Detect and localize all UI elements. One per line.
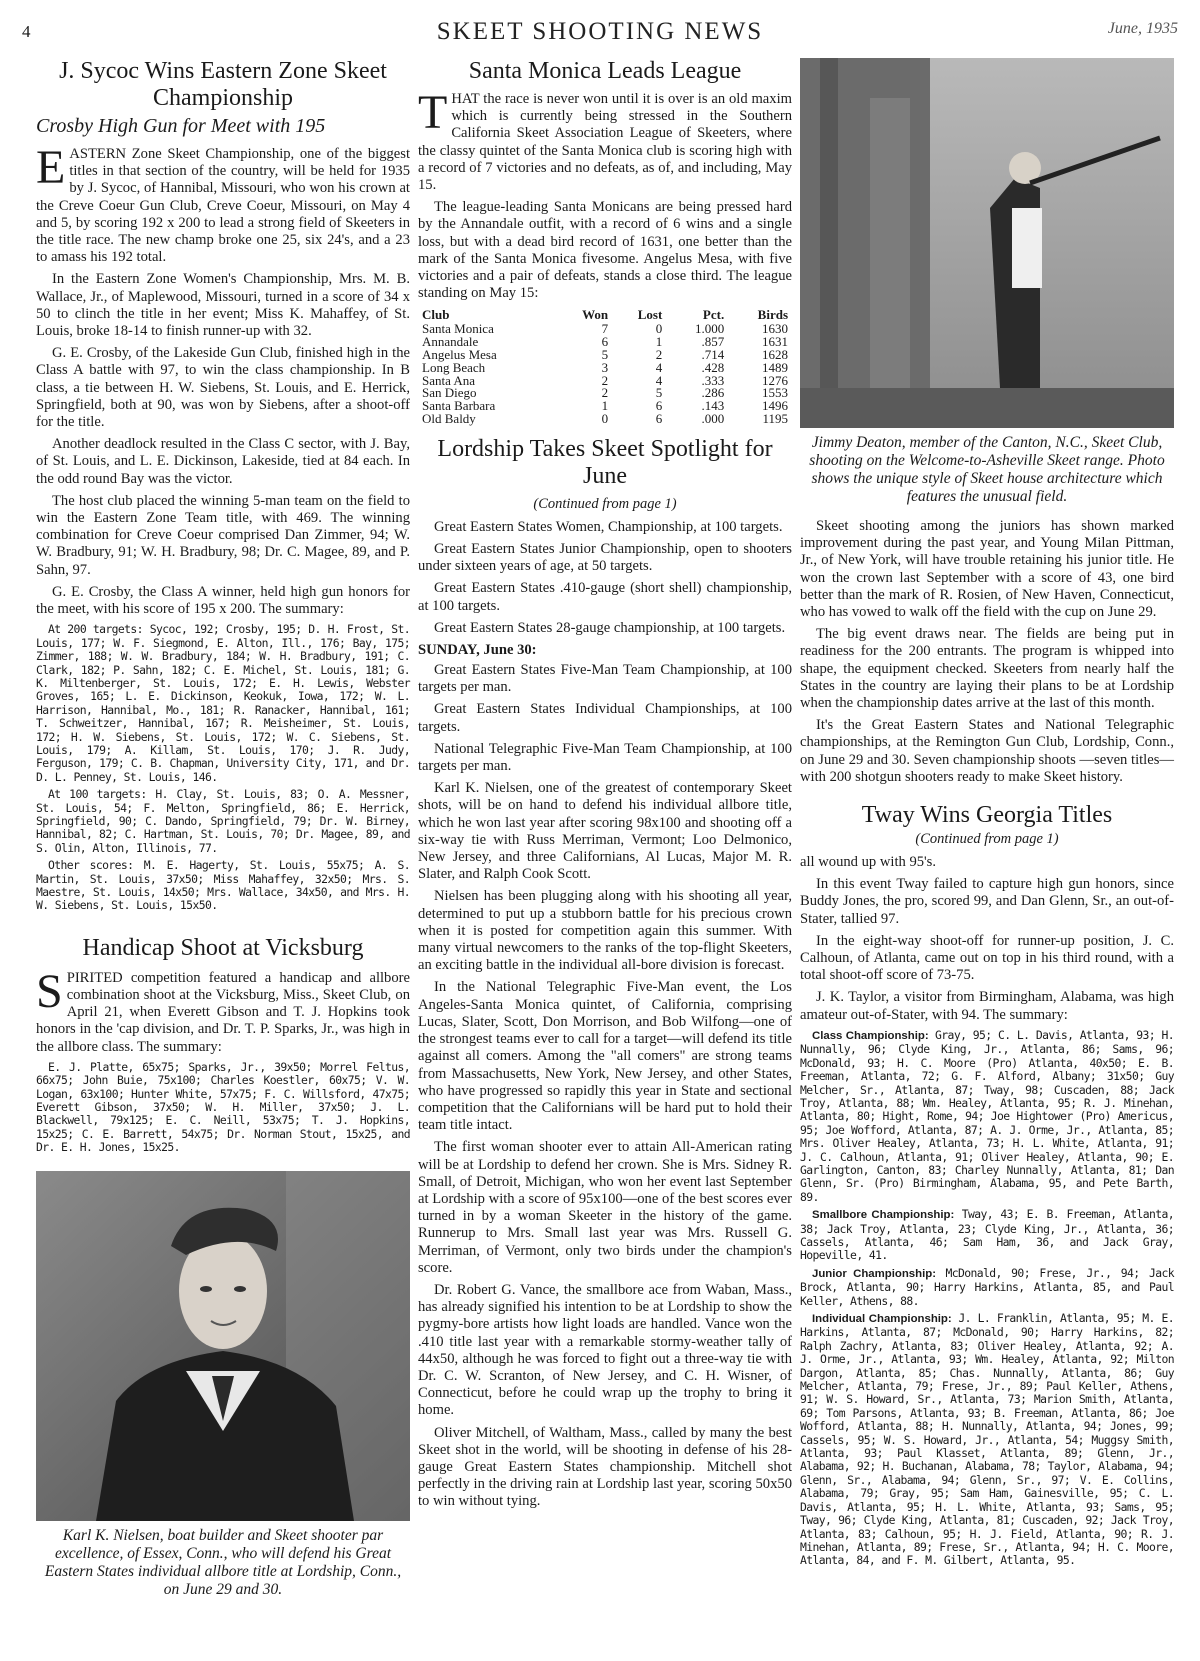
headline: Santa Monica Leads League <box>468 58 742 84</box>
paragraph: Skeet shooting among the juniors has shown marked improvement during the past year, and Young Milan Pittman, Jr., of New York, will have trouble retaining his junior title. He won the crown last September with a score of 43, one bird better than the mark of R. Rosien, of New Haven, Connecticut, who has vowed to walk off the field with the cup on June 29. <box>800 518 1174 621</box>
drop-cap: S <box>36 964 63 1018</box>
table-cell: Old Baldy <box>422 411 476 427</box>
table-cell: 6 <box>601 334 609 350</box>
publication-title: SKEET SHOOTING NEWS <box>436 18 764 45</box>
paragraph: G. E. Crosby, the Class A winner, held high gun honors for the meet, with his score of 195 x 200. The summary: <box>36 583 410 618</box>
paragraph: EASTERN Zone Skeet Championship, one of the biggest titles in that section of the country, will be held for 1935 by J. Sycoc, of Hannibal, Missouri, who won his crown at the Creve Coeur Gun Club, Creve Coeur, Missouri, on May 4 and 5, by scoring 192 x 200 to lead a strong field of Skeeters in the title race. The new champ broke one 25, six 24's, and a 23 to amass his 192 total. <box>36 141 410 266</box>
deck: Crosby High Gun for Meet with 195 <box>36 115 326 137</box>
paragraph: Another deadlock resulted in the Class C sector, with J. Bay, of St. Louis, and L. E. Dickinson, Lakeside, tied at 84 each. In the odd round Bay was the victor. <box>36 436 410 487</box>
paragraph: The league-leading Santa Monicans are being pressed hard by the Annandale outfit, with a record of 6 wins and a single loss, but with a dead bird record of 1631, one better than the mark of the Santa Monica fivesome. Angelus Mesa, with five victories and a pair of defeats, stands a close third. The league standing on May 15: <box>418 199 792 302</box>
table-cell: .286 <box>701 385 725 401</box>
table-cell: 5 <box>601 347 609 363</box>
article-sycoc <box>36 58 410 913</box>
nielsen-photo <box>36 1171 410 1521</box>
column-header: Pct. <box>702 307 725 323</box>
paragraph: Nielsen has been plugging along with his shooting all year, determined to put up a stubborn battle for his precious crown when it is posted for competition again this summer. With many virtual newcomers to the ranks of the top-flight Skeeters, an exciting battle in the individual all-bore division is forecast. <box>418 888 792 974</box>
portrait-image <box>36 1171 410 1521</box>
summary-text: Class Championship: Gray, 95; C. L. Davis, Atlanta, 93; H. Nunnally, 96; Clyde King, Jr., Atlanta, 86; Sams, 96; McDonald, 93; H. C. Moore (Pro) Atlanta, 40x50; E. B. Freeman, Atlanta, 72; G. F. Alford, Albany; 31x50; Guy Melcher, Sr., Atlanta, 87; Tway, 98; Cuscaden, 88; Jack Troy, Atlanta, 88; Wm. Healey, Atlanta, 95; R. J. Minehan, Atlanta, 80; Hight, Rome, 94; Joe Hightower (Pro) Americus, 95; Joe Wofford, Atlanta, 87; A. J. Orme, Jr., Atlanta, 85; Mrs. Oliver Healey, Atlanta, 73; H. L. White, Atlanta, 91; J. C. Calhoun, Atlanta, 91; Oliver Healey, Atlanta, 90; E. Garlington, Canton, 83; Charley Nunnally, Atlanta, 81; Dan Glenn, Sr. (Pro) Birmingham, Alabama, 95, and Pete Barth, 89. <box>800 1027 1174 1204</box>
column-header: Won <box>582 307 609 323</box>
table-cell: Santa Ana <box>422 372 476 388</box>
deaton-photo <box>800 58 1174 428</box>
summary-text: Junior Championship: McDonald, 90; Frese, Jr., 94; Jack Brock, Atlanta, 90; Harry Harkins, Atlanta, 85, and Paul Keller, Athens, 88. <box>800 1265 1174 1308</box>
paragraph: Karl K. Nielsen, one of the greatest of contemporary Skeet shots, will be on hand to defend his individual allbore title, which he won last year after scoring 98x100 and shooting off a six-way tie with Russ Merriman, Vermont; Loo Delmonico, New Jersey, and three Californians, Al Lucas, Major M. R. Slater, and Ralph Cook Scott. <box>418 780 792 883</box>
table-cell: 1630 <box>762 321 788 337</box>
table-cell: 1 <box>601 398 609 414</box>
table-cell: 1631 <box>762 334 788 350</box>
issue-date: June, 1935 <box>1107 20 1178 37</box>
table-cell: .714 <box>701 347 725 363</box>
paragraph: In the National Telegraphic Five-Man event, the Los Angeles-Santa Monica quintet, of California, comprising Lucas, Slater, Scott, Don Morrison, and Bob Wilfong—one of the strongest teams ever to call for a target—will defend its title against all comers. Among the "all comers" are strong teams from Massachusetts, New York, New Jersey, and other States, who have progressed so rapidly this year in State and sectional competition that the Californians will be hard put to hold their team title intact. <box>418 979 792 1134</box>
table-cell: Angelus Mesa <box>422 347 497 363</box>
headline: Tway Wins Georgia Titles <box>861 802 1113 829</box>
schedule-subhead: SUNDAY, June 30: <box>418 642 537 659</box>
table-cell: 1628 <box>762 347 788 363</box>
paragraph: In the Eastern Zone Women's Championship, Mrs. M. B. Wallace, Jr., of Maplewood, Missouri, turned in a score of 34 x 50 to clinch the title in her event; Miss K. Mahaffey, of St. Louis, broke 18-14 to finish runner-up with 32. <box>36 271 410 340</box>
table-cell: 2 <box>655 347 663 363</box>
article-tway <box>800 802 1174 1568</box>
article-vicksburg <box>36 935 410 1155</box>
table-cell: Santa Barbara <box>422 398 496 414</box>
photo-caption: Karl K. Nielsen, boat builder and Skeet shooter par excellence, of Essex, Conn., who will defend his Great Eastern States individual allbore title at Lordship, Conn., on June 29 and 30. <box>44 1526 402 1598</box>
headline: Handicap Shoot at Vicksburg <box>82 934 364 961</box>
paragraph: all wound up with 95's. <box>800 854 936 871</box>
paragraph: Great Eastern States 28-gauge championship, at 100 targets. <box>434 619 786 636</box>
drop-cap: T <box>418 86 448 139</box>
paragraph: In the eight-way shoot-off for runner-up position, J. C. Calhoun, of Atlanta, came out on top in his third round, with a total shoot-off score of 73-75. <box>800 932 1174 984</box>
table-cell: San Diego <box>422 385 477 401</box>
table-cell: Annandale <box>422 334 479 350</box>
table-cell: 1489 <box>762 359 788 375</box>
summary-text: Other scores: M. E. Hagerty, St. Louis, 55x75; A. S. Martin, St. Louis, 37x50; Miss Mahaffey, 32x50; Mrs. S. Maestre, St. Louis, 14x50; Mrs. Wallace, 34x50, and Mrs. H. W. Siebens, St. Louis, 15x50. <box>36 858 410 913</box>
table-cell: .000 <box>701 411 725 427</box>
table-row <box>418 413 792 426</box>
drop-cap: E <box>36 141 66 194</box>
table-cell: 1195 <box>762 411 788 427</box>
paragraph: The first woman shooter ever to attain All-American rating will be at Lordship to defend her crown. She is Mrs. Sidney R. Small, of Detroit, Michigan, who won her event last September at Lordship with a score of 95x100—one of the best scores ever turned in by a woman Skeeter in the history of the game. Runnerup to Mrs. Small last year was Mrs. Russell G. Merriman, of Vermont, only two birds under the champion's score. <box>418 1139 792 1276</box>
column-left <box>36 58 410 1611</box>
summary-text: At 100 targets: H. Clay, St. Louis, 83; O. A. Messner, St. Louis, 54; F. Melton, Springfield, 86; E. Herrick, Springfield, 90; C. Dando, Springfield, 79; Dr. W. Birney, Hannibal, 82; C. Hartman, St. Louis, 70; Dr. Magee, 89, and S. Olin, Alton, Illinois, 77. <box>36 787 410 855</box>
article-juniors <box>800 518 1174 786</box>
table-cell: 2 <box>601 372 609 388</box>
table-cell: 3 <box>601 359 609 375</box>
table-cell: 5 <box>655 385 663 401</box>
paragraph: The big event draws near. The fields are being put in readiness for the 200 entrants. The program is whipped into shape, the equipment checked. Skeeters from nearly half the States in the country are laying their plans to be at Lordship when the championship dates arrive at the last of this month. <box>800 626 1174 712</box>
photo-caption: Jimmy Deaton, member of the Canton, N.C., Skeet Club, shooting on the Welcome-to-Asheville Skeet range. Photo shows the unique style of Skeet house architecture which features the unusual field. <box>809 434 1165 505</box>
table-cell: 1276 <box>762 372 788 388</box>
paragraph: Oliver Mitchell, of Waltham, Mass., called by many the best Skeet shot in the world, will be shooting in defense of his 28-gauge Great Eastern States championship. Mitchell shot perfectly in the driving rain at Lordship last year, scoring 50x50 to win without tying. <box>418 1424 792 1510</box>
table-cell: 0 <box>601 411 609 427</box>
table-cell: 4 <box>655 372 663 388</box>
paragraph: Great Eastern States Five-Man Team Championship, at 100 targets per man. <box>418 662 792 696</box>
table-cell: 2 <box>601 385 609 401</box>
table-cell: 6 <box>655 411 663 427</box>
continued-note: (Continued from page 1) <box>915 831 1059 848</box>
table-cell: 7 <box>601 321 609 337</box>
table-cell: 1.000 <box>694 321 725 337</box>
table-cell: .143 <box>701 398 725 414</box>
column-header: Lost <box>637 307 663 323</box>
paragraph: SPIRITED competition featured a handicap and allbore combination shoot at the Vicksburg, Miss., Skeet Club, on April 21, when Everett Gibson and T. J. Hopkins took honors in the 'cap division, and Dr. T. P. Sparks, Jr., was high in the allbore class. The summary: <box>36 964 410 1055</box>
shooter-image <box>800 58 1174 428</box>
paragraph: Great Eastern States Women, Championship, at 100 targets. <box>434 518 783 535</box>
table-cell: Santa Monica <box>422 321 494 337</box>
article-santa-monica <box>418 58 792 426</box>
paragraph: J. K. Taylor, a visitor from Birmingham, Alabama, was high amateur out-of-Stater, with 94. The summary: <box>800 989 1174 1023</box>
paragraph: The host club placed the winning 5-man team on the field to win the Eastern Zone Team title, with 469. The winning combination for Creve Coeur comprised Dan Zimmer, 94; W. W. Bradbury, 91; W. H. Bradbury, 98; Dr. C. Magee, 89, and P. Sahn, 97. <box>36 492 410 578</box>
column-header: Club <box>422 307 450 323</box>
summary-text: E. J. Platte, 65x75; Sparks, Jr., 39x50; Morrel Feltus, 66x75; John Buie, 75x100; Charles Koestler, 60x75; V. W. Logan, 63x100; Hunter White, 57x75; F. C. Willsford, 47x75; Everett Gibson, 37x50; W. H. Miller, 37x50; J. L. Blackwell, 79x125; E. C. Neill, 53x75; T. J. Hopkins, 15x25; C. E. Barrett, 54x75; Dr. Norman Stout, 15x25, and Dr. E. H. Jones, 15x25. <box>36 1059 410 1155</box>
column-header: Birds <box>757 307 788 323</box>
paragraph: G. E. Crosby, of the Lakeside Gun Club, finished high in the Class A battle with 97, to win the class championship. In B class, a tie between H. W. Siebens, St. Louis, and E. Herrick, Springfield, both at 90, was won by Siebens, after a shoot-off for the title. <box>36 345 410 431</box>
summary-text: Smallbore Championship: Tway, 43; E. B. Freeman, Atlanta, 38; Jack Troy, Atlanta, 23; Clyde King, Jr., Atlanta, 36; Cassels, Atlanta, 46; Sam Ham, 36, and Jack Gray, Hopeville, 41. <box>800 1207 1174 1263</box>
page-header <box>0 14 1200 54</box>
page-number: 4 <box>22 22 31 41</box>
paragraph: Great Eastern States Junior Championship, open to shooters under sixteen years of age, at 50 targets. <box>418 541 792 575</box>
paragraph: THAT the race is never won until it is over is an old maxim which is currently being stressed in the Southern California Skeet Association League of Skeeters, where the classy quintet of the Santa Monica club is scoring high with a record of 7 victories and no defeats, as of, and including, May 15. <box>418 86 792 194</box>
table-cell: 1 <box>655 334 663 350</box>
paragraph: Great Eastern States Individual Championships, at 100 targets. <box>418 701 792 735</box>
summary-text: Individual Championship: J. L. Franklin, Atlanta, 95; M. E. Harkins, Atlanta, 87; McDonald, 90; Harry Harkins, 82; Ralph Zachry, Atlanta, 83; Oliver Healey, Atlanta, 92; A. J. Orme, Jr., Atlanta, 93; Wm. Healey, Atlanta, 92; Milton Dargon, Atlanta, 85; Chas. Nunnally, Atlanta, 86; Guy Melcher, Atlanta, 79; Frese, Jr., 89; Paul Keller, Athens, 91; W. S. Howard, Sr., Atlanta, 73; Marion Smith, Atlanta, 69; Tom Parsons, Atlanta, 93; B. Freeman, Atlanta, 86; Joe Wofford, Atlanta, 88; H. Nunnally, Atlanta, 94; Jones, 99; Cassels, 95; W. S. Howard, Jr., Atlanta, 54; Muggsy Smith, Atlanta, 93; Paul Klasset, Atlanta, 89; Glenn, Jr., Alabama, 92; H. Buchanan, Alabama, 78; Taylor, Alabama, 94; Glenn, Sr., Alabama, 94; Glenn, Sr., 97; V. E. Collins, Alabama, 79; Gray, 95; Sam Ham, Gainesville, 95; C. L. Davis, Atlanta, 95; H. L. White, Atlanta, 93; Sams, 95; Tway, 96; Clyde King, Atlanta, 81; Cuscaden, 92; Jack Troy, Atlanta, 83; Calhoun, 95; H. J. Field, Atlanta, 90; R. J. Minehan, Atlanta, 89; Frese, Sr., Atlanta, 94; H. C. Moore, Atlanta, 84, and F. M. Gilbert, Atlanta, 95. <box>800 1311 1174 1568</box>
table-cell: .333 <box>701 372 725 388</box>
headline: J. Sycoc Wins Eastern Zone Skeet Championship <box>59 58 387 111</box>
continued-note: (Continued from page 1) <box>533 495 677 512</box>
table-cell: 6 <box>655 398 663 414</box>
summary-text: At 200 targets: Sycoc, 192; Crosby, 195; D. H. Frost, St. Louis, 177; W. F. Siegmond, E. Alton, Ill., 176; Bay, 175; Zimmer, 188; W. W. Bradbury, 184; W. H. Bradbury, 191; C. Clark, 182; P. Sahn, 182; C. E. Michel, St. Louis, 181; G. K. Miltenberger, St. Louis, 172; E. H. Lewis, Webster Groves, 165; L. E. Dickinson, Keokuk, Iowa, 172; W. L. Harrison, Hannibal, Mo., 181; R. Ranacker, Hannibal, 161; T. Schweitzer, Hannibal, 167; R. Meisheimer, St. Louis, 172; H. W. Siebens, St. Louis, 172; W. C. Siebens, St. Louis, 179; A. Killam, St. Louis, 170; J. R. Judy, Ferguson, 179; C. B. Chapman, University City, 171, and Dr. D. L. Penney, St. Louis, 146. <box>36 622 410 784</box>
paragraph: In this event Tway failed to capture high gun honors, since Buddy Jones, the pro, scored 99, and Dan Glenn, Sr., an out-of-Stater, tallied 97. <box>800 876 1174 927</box>
paragraph: Great Eastern States .410-gauge (short shell) championship, at 100 targets. <box>418 580 792 614</box>
league-standings-table <box>418 307 792 425</box>
headline: Lordship Takes Skeet Spotlight for June <box>437 435 773 489</box>
column-middle <box>418 58 792 1516</box>
article-lordship <box>418 436 792 1511</box>
table-cell: 0 <box>655 321 663 337</box>
table-cell: 1553 <box>762 385 788 401</box>
column-right <box>800 58 1174 1572</box>
table-cell: 4 <box>655 359 663 375</box>
table-cell: .857 <box>701 334 725 350</box>
paragraph: Dr. Robert G. Vance, the smallbore ace from Waban, Mass., has already signified his intention to be at Lordship to show the pygmy-bore artists how light loads are handled. Vance won the .410 title last year with a remarkable stormy-weather tally of 44x50, although he was forced to fight out a three-way tie with Dr. C. W. Scranton, of New Jersey, and C. H. Wisner, of Connecticut, before he could wrap up the trophy to bring it home. <box>418 1281 792 1419</box>
paragraph: It's the Great Eastern States and National Telegraphic championships, at the Remington Gun Club, Lordship, Conn., on June 29 and 30. Seven championship shoots —seven titles—with 200 shotgun shooters ready to make Skeet history. <box>800 717 1174 785</box>
table-cell: .428 <box>701 359 725 375</box>
paragraph: National Telegraphic Five-Man Team Championship, at 100 targets per man. <box>418 740 792 775</box>
table-cell: Long Beach <box>422 359 486 375</box>
table-cell: 1496 <box>762 398 788 414</box>
